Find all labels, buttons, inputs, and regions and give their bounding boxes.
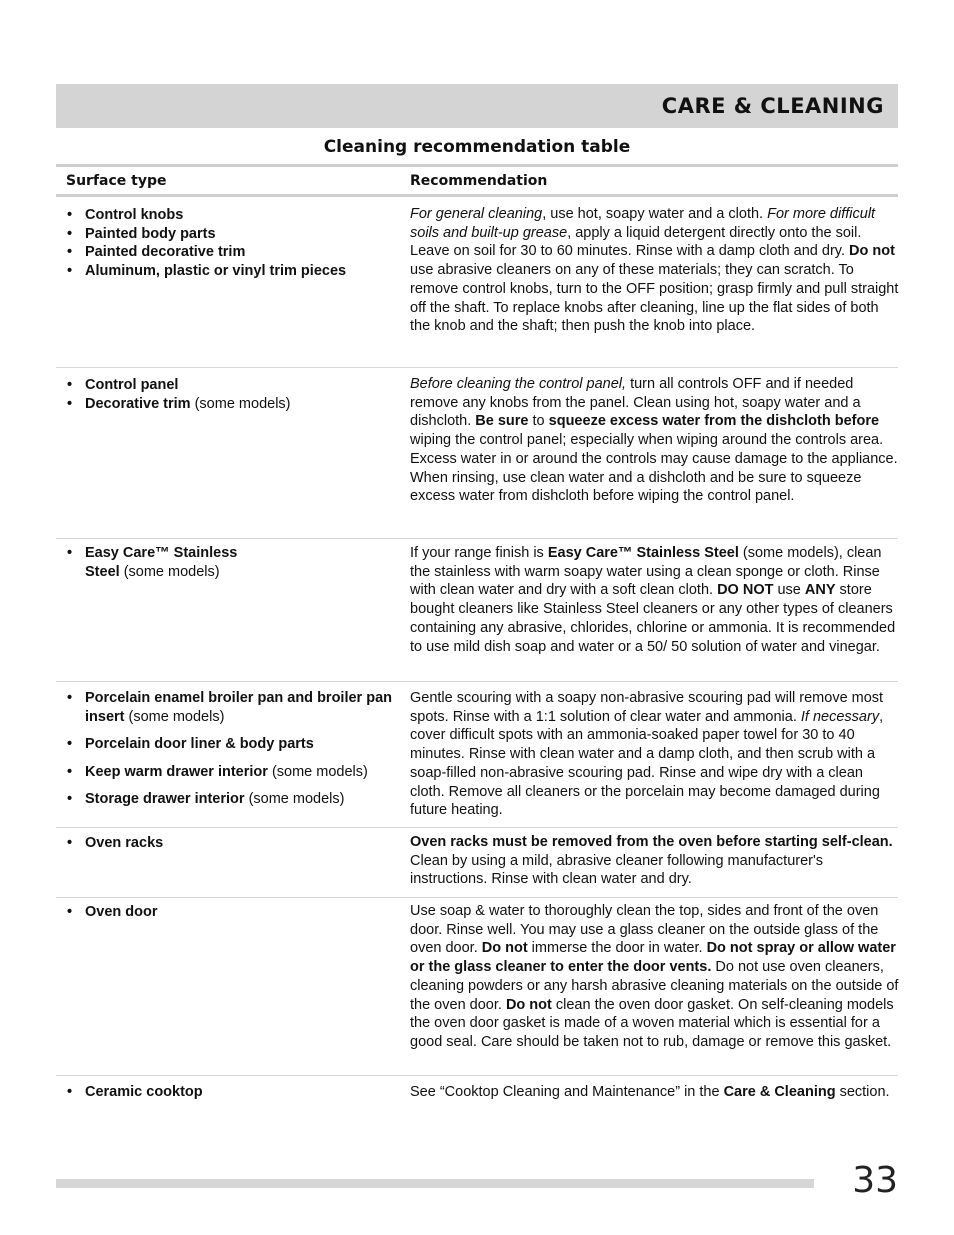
row-divider: [56, 897, 898, 898]
surface-item: • Decorative trim (some models): [66, 395, 396, 414]
table-top-rule: [56, 164, 898, 167]
surface-cell: [66, 376, 396, 413]
surface-cell: [66, 544, 266, 581]
recommendation-cell: If your range finish is Easy Care™ Stainless Steel (some models), clean the stainless with warm soapy water using a clean sponge or cloth. Rinse with clean water and dry with a soft clean cloth. DO NOT use ANY store bought cleaners like Stainless Steel cleaners or any other types of cleaners containing any abrasive, chlorides, chlorine or ammonia. It is recommended to use mild dish soap and water or a 50/ 50 solution of water and vinegar.: [410, 545, 896, 655]
header-bottom-rule: [56, 194, 898, 197]
surface-cell: [66, 834, 396, 853]
surface-item: • Easy Care™ Stainless Steel (some models): [66, 544, 266, 581]
footer-bar: [56, 1179, 814, 1188]
surface-item: • Keep warm drawer interior (some models): [66, 763, 396, 782]
recommendation-cell: Gentle scouring with a soapy non-abrasive scouring pad will remove most spots. Rinse with a 1:1 solution of clear water and ammonia. If necessary, cover difficult spots with an ammonia-soaked paper towel for 30 to 40 minutes. Rinse with clean water and a damp cloth, and then scrub with a soap-filled non-abrasive scouring pad. Rinse and wipe dry with a clean cloth. Remove all cleaners or the porcelain may become damaged during future heating.: [410, 690, 884, 819]
surface-item: • Oven racks: [66, 834, 396, 853]
surface-item: • Painted body parts: [66, 225, 396, 244]
column-header-surface: Surface type: [66, 173, 167, 189]
page-number: 33: [852, 1160, 898, 1201]
section-title: CARE & CLEANING: [661, 94, 884, 118]
surface-item: • Storage drawer interior (some models): [66, 790, 396, 809]
surface-cell: [66, 903, 396, 922]
surface-item: • Ceramic cooktop: [66, 1083, 396, 1102]
column-header-recommendation: Recommendation: [410, 173, 548, 189]
surface-cell: [66, 206, 396, 280]
surface-cell: [66, 689, 396, 809]
recommendation-cell: See “Cooktop Cleaning and Maintenance” in the Care & Cleaning section.: [410, 1084, 890, 1100]
row-divider: [56, 1075, 898, 1076]
surface-cell: [66, 1083, 396, 1102]
recommendation-cell: Oven racks must be removed from the oven before starting self-clean. Clean by using a mild, abrasive cleaner following manufacturer's instructions. Rinse with clean water and dry.: [410, 834, 893, 888]
table-caption: Cleaning recommendation table: [323, 137, 631, 157]
surface-item: • Oven door: [66, 903, 396, 922]
section-header-bar: [56, 84, 898, 128]
row-divider: [56, 681, 898, 682]
surface-item: • Painted decorative trim: [66, 243, 396, 262]
surface-item: • Porcelain enamel broiler pan and broiler pan insert (some models): [66, 689, 396, 726]
recommendation-cell: Use soap & water to thoroughly clean the top, sides and front of the oven door. Rinse well. You may use a glass cleaner on the outside glass of the oven door. Do not immerse the door in water. Do not spray or allow water or the glass cleaner to enter the door vents. Do not use oven cleaners, cleaning powders or any harsh abrasive cleaning materials on the outside of the oven door. Do not clean the oven door gasket. On self-cleaning models the oven door gasket is made of a woven material which is essential for a good seal. Care should be taken not to rub, damage or remove this gasket.: [410, 903, 899, 1050]
surface-item: • Aluminum, plastic or vinyl trim pieces: [66, 262, 396, 281]
surface-item: • Control panel: [66, 376, 396, 395]
row-divider: [56, 367, 898, 368]
surface-item: • Control knobs: [66, 206, 396, 225]
recommendation-cell: For general cleaning, use hot, soapy water and a cloth. For more difficult soils and built-up grease, apply a liquid detergent directly onto the soil. Leave on soil for 30 to 60 minutes. Rinse with a damp cloth and dry. Do not use abrasive cleaners on any of these materials; they can scratch. To remove control knobs, turn to the OFF position; grasp firmly and pull straight off the shaft. To replace knobs after cleaning, line up the flat sides of both the knob and the shaft; then push the knob into place.: [410, 206, 899, 335]
surface-item: • Porcelain door liner & body parts: [66, 735, 396, 754]
row-divider: [56, 827, 898, 828]
recommendation-cell: Before cleaning the control panel, turn all controls OFF and if needed remove any knobs from the panel. Clean using hot, soapy water and a dishcloth. Be sure to squeeze excess water from the dishcloth before wiping the control panel; especially when wiping around the controls area. Excess water in or around the controls may cause damage to the appliance. When rinsing, use clean water and a dishcloth and be sure to squeeze excess water from dishcloth before wiping the control panel.: [410, 376, 898, 505]
row-divider: [56, 538, 898, 539]
